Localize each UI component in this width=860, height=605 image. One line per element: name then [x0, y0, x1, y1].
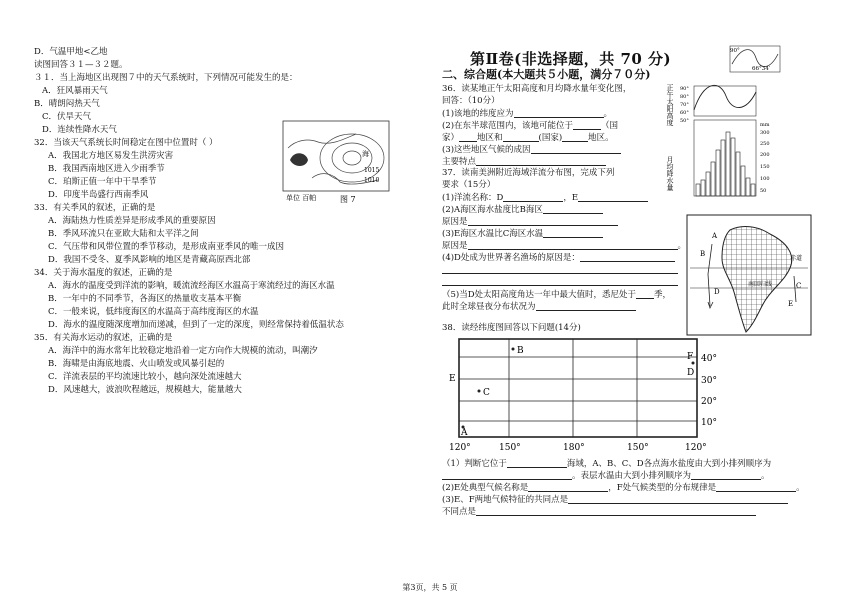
question-34-option-c: C．一般来说，低纬度海区的水温高于高纬度海区的水温: [48, 307, 259, 317]
figure-37-south-america-map: [686, 214, 812, 336]
map-label-e: E: [788, 300, 794, 308]
lon-label-150-west: 150°: [627, 443, 649, 453]
point-b: B: [517, 346, 524, 356]
question-35-option-b: B．海啸是由海底地震、火山喷发或风暴引起的: [48, 359, 225, 369]
figure-36-climate-chart: [668, 44, 786, 208]
lat-label-20: 20°: [701, 397, 717, 407]
question-32-option-d: D．印度半岛盛行西南季风: [48, 190, 149, 200]
answer-blank[interactable]: [580, 252, 675, 262]
map-label-b: B: [700, 250, 706, 258]
question-36-part-1: (1)该地的纬度应为 。: [442, 109, 613, 119]
answer-blank[interactable]: [568, 494, 788, 504]
deg-label: 50°: [680, 118, 689, 124]
answer-blank[interactable]: [543, 228, 603, 238]
answer-blank[interactable]: [442, 470, 572, 480]
question-37-part-4: (4)D处成为世界著名渔场的原因是：: [442, 252, 675, 264]
answer-blank[interactable]: [459, 132, 477, 142]
figure-7-unit: 单位 百帕: [286, 194, 317, 202]
question-35: 35．有关海水运动的叙述，正确的是: [34, 333, 173, 343]
question-36-score: 回答：（10分）: [442, 96, 500, 106]
question-37-part-5-cont: 此时全球昼夜分布状况为: [442, 301, 636, 313]
figure-7-sea-label: 海: [362, 150, 369, 158]
question-32-option-a: A．我国北方地区易发生洪涝灾害: [48, 151, 174, 161]
question-32-option-c: C．珀斯正值一年中干旱季节: [48, 177, 157, 187]
question-37-part-3-reason: 原因是 。: [442, 241, 687, 251]
deg-label: 90°: [680, 86, 689, 92]
point-c: C: [483, 388, 490, 398]
question-37-part-2: (2)A海区海水盐度比B海区: [442, 204, 603, 216]
question-38-part-2: (2)E处典型气候名称是 ，F处气候类型的分布规律是 。: [442, 483, 805, 493]
question-31-option-a: A．狂风暴雨天气: [42, 86, 108, 96]
answer-blank[interactable]: [503, 132, 539, 142]
map-label-d: D: [714, 288, 720, 296]
question-31-option-b: B．晴朗闷热天气: [34, 99, 100, 109]
lon-label-120: 120°: [449, 443, 471, 453]
lon-label-180: 180°: [563, 443, 585, 453]
option-line: D．气温甲地<乙地: [34, 47, 108, 57]
question-32: 32．当该天气系统长时间稳定在图中位置时（ ）: [34, 138, 218, 148]
question-33-option-a: A．海陆热力性质差异是形成季风的重要原因: [48, 216, 216, 226]
question-33: 33．有关季风的叙述，正确的是: [34, 203, 156, 213]
answer-blank[interactable]: [528, 482, 608, 492]
rain-tick: 200: [760, 152, 770, 158]
question-31-option-c: C．伏旱天气: [42, 112, 92, 122]
figure-7-isobar-1015: 1015: [364, 167, 380, 174]
answer-blank[interactable]: [514, 108, 604, 118]
rain-unit: mm: [760, 122, 770, 128]
rain-tick: 300: [760, 130, 770, 136]
answer-blank[interactable]: [507, 458, 567, 468]
section-title: 第Ⅱ卷(非选择题，共 70 分): [470, 50, 672, 68]
question-36-part-2-cont: 家） 地区和 (国家) 地区。: [442, 133, 614, 143]
answer-line: [442, 264, 678, 276]
deg-label: 60°: [680, 110, 689, 116]
section-subtitle: 二、综合题(本大题共５小题，满分７０分): [442, 68, 651, 81]
question-33-option-d: D．我国不受冬、夏季风影响的地区是青藏高原西北部: [48, 255, 251, 265]
answer-blank[interactable]: [531, 144, 621, 154]
inset-label-90: 90°: [730, 48, 740, 54]
lat-label-30: 30°: [701, 376, 717, 386]
deg-label: 70°: [680, 102, 689, 108]
question-34-option-d: D．海水的温度随深度增加而递减，但到了一定的深度，则经常保持着低温状态: [48, 320, 344, 330]
answer-blank[interactable]: [468, 216, 618, 226]
point-e: E: [449, 374, 456, 384]
question-35-option-a: A．海洋中的海水常年比较稳定地沿着一定方向作大规模的流动，叫潮汐: [48, 346, 318, 356]
answer-blank[interactable]: [503, 192, 563, 202]
rain-tick: 50: [760, 188, 767, 194]
question-36: 36．读某地正午太阳高度和月均降水量年变化图，: [442, 84, 632, 94]
answer-blank[interactable]: [562, 132, 588, 142]
point-a: A: [461, 428, 468, 438]
lat-label-10: 10°: [701, 418, 717, 428]
sun-height-axis-label: 正午太阳高度: [666, 84, 674, 126]
answer-blank[interactable]: [476, 506, 756, 516]
lat-label-40: 40°: [701, 354, 717, 364]
answer-line: [442, 276, 678, 288]
inset-label-6634: 66°34′: [752, 66, 770, 72]
question-35-option-d: D．风速越大，波浪吹程越远，规模越大，能量越大: [48, 385, 242, 395]
rainfall-axis-label: 月均降水量: [666, 156, 674, 191]
question-36-part-4: 主要特点: [442, 156, 606, 168]
answer-blank[interactable]: [573, 120, 601, 130]
question-38-part-1: （1）判断它位于 海域，A、B、C、D各点海水盐度由大到小排列顺序为: [442, 459, 772, 469]
figure-38-lat-long-grid: [445, 333, 735, 456]
answer-blank[interactable]: [543, 204, 603, 214]
question-37-part-1: (1)洋流名称：D ，E: [442, 192, 648, 204]
rain-tick: 100: [760, 176, 770, 182]
question-33-option-c: C．气压带和风带位置的季节移动，是形成南亚季风的唯一成因: [48, 242, 285, 252]
answer-blank[interactable]: [691, 470, 761, 480]
question-31: ３１．当上海地区出现图７中的天气系统时，下列情况可能发生的是：: [34, 73, 298, 83]
instruction-line: 读图回答３１—３２题。: [34, 60, 128, 70]
question-37-score: 要求（15分）: [442, 180, 496, 190]
rain-tick: 250: [760, 141, 770, 147]
rain-tick: 150: [760, 164, 770, 170]
answer-blank[interactable]: [468, 240, 678, 250]
question-38: 38．读经纬度图回答以下问题(14分): [442, 323, 581, 333]
question-35-option-c: C．洋流表层的平均流速比较小，越向深处流速越大: [48, 372, 242, 382]
figure-7-weather-map: [282, 120, 390, 204]
figure-7-isobar-1010: 1010: [364, 177, 380, 184]
answer-blank[interactable]: [476, 156, 606, 166]
question-31-option-d: D．连续性降水天气: [42, 125, 117, 135]
answer-blank[interactable]: [636, 289, 654, 299]
question-38-part-3: (3)E、F两地气候特征的共同点是: [442, 494, 788, 506]
question-37-part-5: （5)当D处太阳高度角达一年中最大值时，悉尼处于 季，: [442, 290, 672, 300]
question-36-part-2: (2)在东半球范围内，该地可能位于 （国: [442, 121, 619, 131]
point-f: F: [687, 352, 694, 362]
answer-blank[interactable]: [716, 482, 796, 492]
question-36-part-3: (3)这些地区气候的成因: [442, 144, 621, 156]
question-32-option-b: B．我国西南地区进入少雨季节: [48, 164, 165, 174]
answer-blank[interactable]: [442, 264, 678, 274]
question-38-part-3-cont: 不同点是: [442, 506, 756, 518]
question-37-part-2-reason: 原因是: [442, 216, 618, 228]
answer-blank[interactable]: [578, 192, 648, 202]
question-34: 34．关于海水温度的叙述，正确的是: [34, 268, 173, 278]
lon-label-120-west: 120°: [685, 443, 707, 453]
point-d: D: [687, 368, 695, 378]
question-34-option-a: A．海水的温度受到洋流的影响，暖流流经海区水温高于寒流经过的海区水温: [48, 281, 335, 291]
question-33-option-b: B．季风环流只在亚欧大陆和太平洋之间: [48, 229, 199, 239]
question-37: 37．读南美洲附近海域洋流分布图，完成下列: [442, 168, 615, 178]
map-label-tropic: 南回归线: [748, 281, 773, 288]
answer-blank[interactable]: [442, 276, 678, 286]
map-label-c: C: [796, 282, 802, 290]
question-34-option-b: B．一年中的不同季节，各海区的热量收支基本平衡: [48, 294, 242, 304]
map-label-a: A: [712, 232, 718, 240]
page-footer: 第3页，共 5 页: [402, 583, 458, 592]
question-37-part-3: (3)E海区水温比C海区水温: [442, 228, 603, 240]
lon-label-150: 150°: [499, 443, 521, 453]
deg-label: 80°: [680, 94, 689, 100]
answer-blank[interactable]: [536, 301, 636, 311]
question-38-part-1-cont: 。表层水温由大到小排列顺序为 。: [442, 470, 770, 482]
map-label-equator: 赤道: [790, 255, 803, 262]
figure-7-caption: 图 7: [340, 195, 356, 204]
